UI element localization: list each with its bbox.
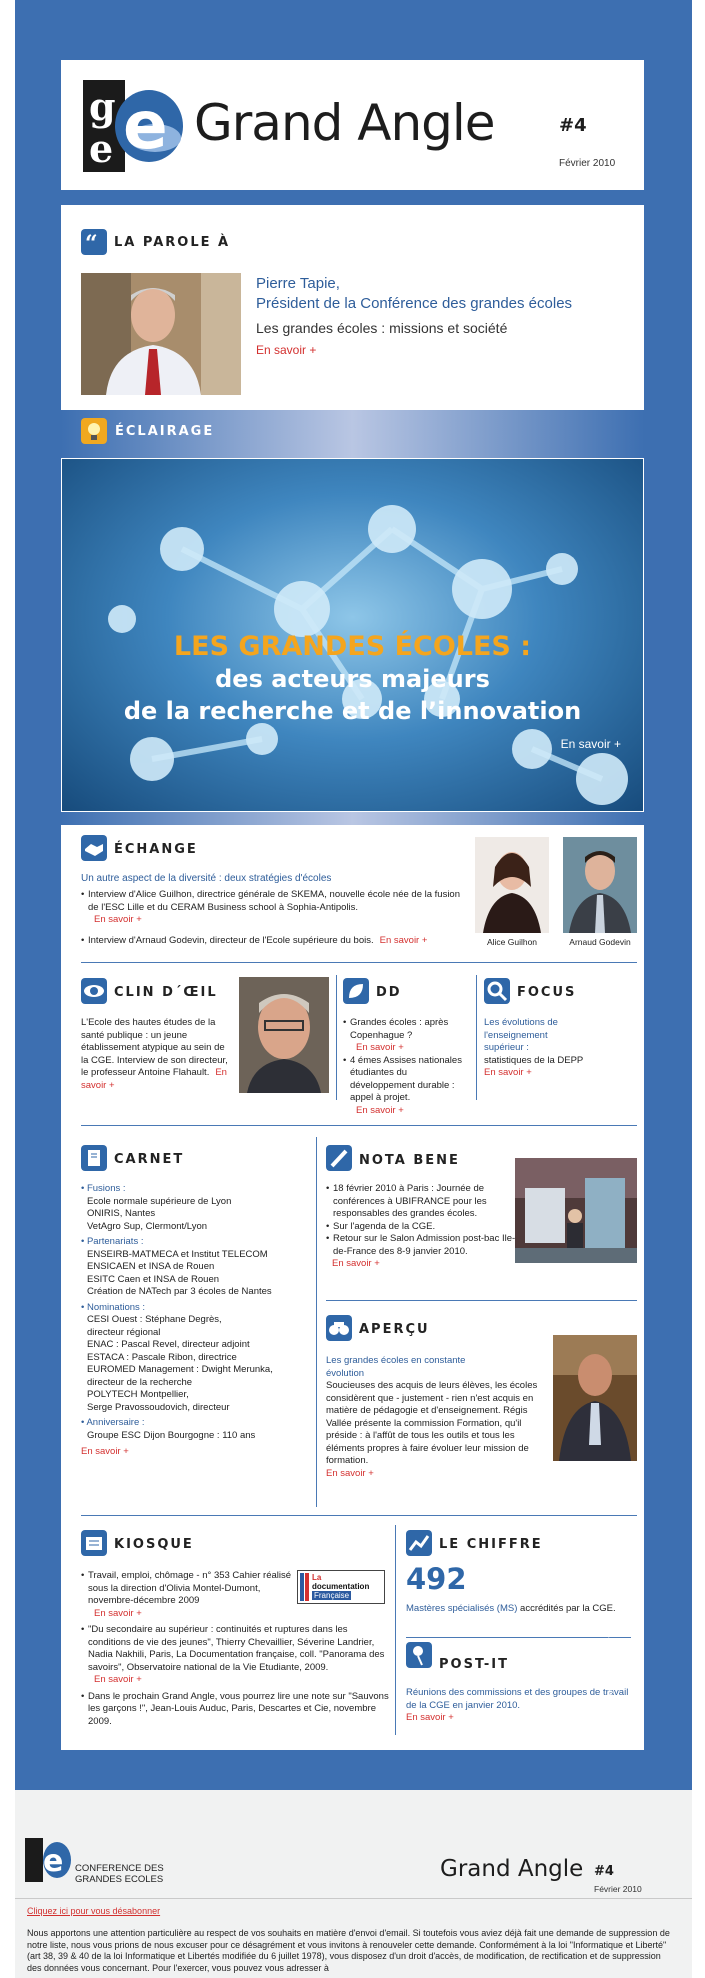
agency-credit[interactable]: www.quatrebis.fr (605, 1637, 615, 1700)
section-title: NOTA BENE (359, 1153, 460, 1168)
apercu-text (326, 1355, 546, 1480)
kiosque-item1-more-link[interactable]: En savoir + (94, 1607, 142, 1619)
list-item: ENSEIRB-MATMECA et Institut TELECOM (87, 1248, 268, 1260)
list-item: • Interview d'Arnaud Godevin, directeur de l'Ecole supérieure du bois. En savoir + (81, 935, 466, 948)
masthead-issue: #4 (559, 115, 587, 136)
list-item: Serge Pravossoudovich, directeur (87, 1401, 230, 1413)
list-item: • Interview d'Alice Guilhon, directrice générale de SKEMA, nouvelle école née de la fusion de l'ESC Lille et du CERAM Business school à Sophia-Antipolis. En savoir + (81, 889, 466, 927)
logo-text: documentation (312, 1582, 370, 1591)
apercu-body: Soucieuses des acquis de leurs élèves, les écoles considèrent que - justement - rien n'est acquis en matière de pédagogie et d'enseignement. Régis Vallée présente la commission Formation, qu'il préside : à l'affût de tous les outils et tous les éléments propres à faire évoluer leur mission de formation. (326, 1380, 538, 1466)
chiffre-text (406, 1603, 631, 1616)
list-item: • 4 émes Assises nationales étudiantes du développement durable : appel à projet. En savoir + (343, 1055, 468, 1118)
list-item: directeur régional (87, 1326, 161, 1338)
list-item: Ecole normale supérieure de Lyon (87, 1195, 232, 1207)
list-item: CESI Ouest : Stéphane Degrès, (87, 1314, 222, 1325)
pierre-tapie-photo (81, 273, 241, 395)
section-title: LE CHIFFRE (439, 1537, 543, 1552)
alice-guilhon-caption: Alice Guilhon (486, 937, 538, 947)
chart-icon (406, 1530, 432, 1556)
section-title: LA PAROLE À (114, 235, 231, 250)
nota-more-link[interactable]: En savoir + (332, 1258, 380, 1269)
list-item: • Retour sur le Salon Admission post-bac Ile-de-France des 8-9 janvier 2010. (326, 1233, 516, 1258)
clin-more-link[interactable]: En savoir + (81, 1067, 227, 1091)
nota-list (326, 1183, 516, 1271)
eye-icon (81, 978, 107, 1004)
arnaud-godevin-caption: Arnaud Godevin (569, 937, 631, 947)
footer-legal: Nous apportons une attention particulière au respect de vos souhaits en matière d'envoi d'email. Si toutefois vous aviez déjà fait une demande de suppression de notre liste, nous vous prions de nous excuser pour ce désagrément et vous invitons à renouveler cette demande. Conformément à la loi "Informatique et Liberté" (art 38, 39 & 40 de la loi Informatique et Libertés modifiée du 6 juillet 1978), vous disposez d'un droit d'accès, de modification, de rectification et de suppression des données vous concernant. Pour l'exercer, vous pouvez vous adresser à (27, 1928, 670, 1973)
divider (81, 962, 637, 963)
section-title: CLIN D´ŒIL (114, 985, 218, 1000)
postit-more-link[interactable]: En savoir + (406, 1712, 454, 1723)
chiffre-number: 492 (406, 1562, 467, 1596)
postit-text (406, 1687, 631, 1725)
echange-item1-more-link[interactable]: En savoir + (94, 914, 142, 925)
footer-org-line2: GRANDES ECOLES (75, 1874, 164, 1885)
focus-text (484, 1017, 634, 1080)
notebook-icon (81, 1145, 107, 1171)
section-title: APERÇU (359, 1322, 430, 1337)
carnet-list (81, 1183, 311, 1459)
footer-issue: #4 (594, 1864, 614, 1879)
list-item: ONIRIS, Nantes (87, 1208, 156, 1219)
antoine-flahault-photo (239, 977, 329, 1093)
divider (476, 975, 477, 1100)
divider (406, 1637, 631, 1638)
svg-text:e: e (89, 126, 114, 171)
parole-section (61, 205, 644, 410)
kiosque-item2-more-link[interactable]: En savoir + (94, 1674, 142, 1685)
masthead-date: Février 2010 (559, 158, 616, 169)
divider (316, 1137, 317, 1507)
focus-text-body: statistiques de la DEPP (484, 1054, 584, 1066)
section-title: ÉCLAIRAGE (115, 424, 215, 439)
divider (336, 975, 337, 1100)
list-item: POLYTECH Montpellier, (87, 1389, 189, 1400)
list-item: • Sur l'agenda de la CGE. (326, 1221, 516, 1234)
dd-item2-more-link[interactable]: En savoir + (356, 1104, 404, 1116)
list-item: EUROMED Management : Dwight Merunka, (87, 1364, 273, 1375)
list-item: • Grandes écoles : après Copenhague ? En savoir + (343, 1017, 468, 1055)
leaf-icon (343, 978, 369, 1004)
logo-text: Française (314, 1591, 350, 1600)
focus-more-link[interactable]: En savoir + (484, 1067, 532, 1078)
content-panel (61, 825, 644, 1750)
newspaper-icon (81, 1530, 107, 1556)
dd-list (343, 1017, 468, 1117)
eclairage-headline-1: LES GRANDES ÉCOLES : (173, 631, 532, 662)
unsubscribe-link[interactable]: Cliquez ici pour vous désabonner (27, 1906, 161, 1916)
list-item: • "Du secondaire au supérieur : continuités et ruptures dans les conditions de vie des jeunes", Thierry Chevaillier, Séverine Landrier, Nadia Nakhili, Paris, La Documentation française, coll. "Panorama des savoirs", Observatoire national de la Vie Etudiante, 2009. En savoir + (81, 1624, 391, 1687)
postit-lead: Réunions des commissions et des groupes de travail de la CGE en janvier 2010. (406, 1687, 629, 1711)
chiffre-body: accrédités par la CGE. (520, 1603, 616, 1614)
section-title: POST-IT (439, 1657, 509, 1672)
echange-lead: Un autre aspect de la diversité : deux stratégies d'écoles (81, 873, 332, 884)
footer-divider (15, 1898, 692, 1899)
parole-person-role: Président de la Conférence des grandes écoles (256, 295, 573, 312)
lightbulb-icon (81, 418, 107, 444)
svg-text:g: g (89, 84, 116, 129)
svg-text:e: e (43, 1844, 64, 1879)
binoculars-icon (326, 1315, 352, 1341)
list-item: Création de NATech par 3 écoles de Nantes (87, 1286, 272, 1297)
list-item: • Travail, emploi, chômage - n° 353 Cahier réalisé sous la direction d'Olivia Montel-Dumont, novembre-décembre 2009 En savoir + (81, 1570, 298, 1620)
handshake-icon (81, 835, 107, 861)
footer (15, 1790, 692, 1978)
eclairage-headline-3: de la recherche et de l’innovation (123, 697, 582, 725)
section-title: CARNET (114, 1152, 185, 1167)
divider (81, 1125, 637, 1126)
apercu-lead: Les grandes écoles en constante évolution (326, 1355, 466, 1379)
parole-more-link[interactable]: En savoir + (256, 343, 317, 357)
apercu-more-link[interactable]: En savoir + (326, 1467, 374, 1479)
divider (81, 1515, 637, 1516)
masthead (61, 60, 644, 190)
divider (326, 1300, 637, 1301)
pen-icon (326, 1145, 352, 1171)
dd-item1-more-link[interactable]: En savoir + (356, 1042, 404, 1053)
section-title: ÉCHANGE (114, 842, 198, 857)
salon-photo (515, 1158, 637, 1263)
section-title: DD (376, 985, 402, 1000)
list-item: • Dans le prochain Grand Angle, vous pourrez lire une note sur "Sauvons les garçons !", Jean-Louis Auduc, Paris, Descartes et Cie, novembre 2009. (81, 1691, 391, 1729)
carnet-nominations-label: • Nominations : (81, 1301, 146, 1313)
svg-text:e: e (123, 87, 168, 164)
footer-title: Grand Angle (440, 1856, 584, 1882)
alice-guilhon-photo (475, 837, 549, 933)
echange-item2-more-link[interactable]: En savoir + (379, 934, 428, 946)
magnifier-icon (484, 978, 510, 1004)
clin-text: L'Ecole des hautes études de la santé publique : un jeune établissement atypique au sein de la CGE. Interview de son directeur, le professeur Antoine Flahault. En savoir + (81, 1017, 228, 1091)
divider (395, 1525, 396, 1735)
footer-date: Février 2010 (594, 1884, 642, 1894)
footer-cge-logo (25, 1838, 71, 1882)
masthead-title: Grand Angle (194, 94, 495, 152)
footer-org-line1: CONFERENCE DES (75, 1863, 164, 1874)
list-item: ESITC Caen et INSA de Rouen (87, 1273, 220, 1285)
eclairage-more-link[interactable]: En savoir + (560, 737, 621, 751)
carnet-anniversaire-label: • Anniversaire : (81, 1417, 145, 1428)
quote-icon (81, 229, 107, 255)
logo-text: La (312, 1573, 322, 1582)
eclairage-banner[interactable] (61, 458, 644, 812)
echange-list (81, 889, 466, 947)
section-title: FOCUS (517, 985, 577, 1000)
svg-text:“: “ (85, 231, 98, 255)
chiffre-lead: Mastères spécialisés (MS) (406, 1603, 518, 1614)
cge-logo (83, 80, 183, 172)
carnet-more-link[interactable]: En savoir + (81, 1446, 129, 1457)
list-item: directeur de la recherche (87, 1376, 193, 1388)
parole-person-name: Pierre Tapie, (256, 275, 340, 292)
list-item: VetAgro Sup, Clermont/Lyon (87, 1220, 208, 1232)
focus-lead: Les évolutions de l'enseignement supérieur : (484, 1017, 558, 1053)
carnet-partenariats-label: • Partenariats : (81, 1236, 144, 1247)
regis-vallee-photo (553, 1335, 637, 1461)
documentation-francaise-logo (297, 1570, 385, 1604)
eclairage-band (61, 410, 644, 825)
carnet-fusions-label: • Fusions : (81, 1183, 126, 1194)
list-item: ENAC : Pascal Revel, directeur adjoint (87, 1339, 250, 1350)
pushpin-icon (406, 1642, 432, 1668)
section-title: KIOSQUE (114, 1537, 194, 1552)
list-item: ENSICAEN et INSA de Rouen (87, 1261, 215, 1272)
arnaud-godevin-photo (563, 837, 637, 933)
list-item: • 18 février 2010 à Paris : Journée de conférences à UBIFRANCE pour les responsables des grandes écoles. (326, 1183, 516, 1221)
list-item: Groupe ESC Dijon Bourgogne : 110 ans (87, 1429, 256, 1441)
list-item: ESTACA : Pascale Ribon, directrice (87, 1351, 237, 1363)
eclairage-headline-2: des acteurs majeurs (215, 665, 490, 693)
parole-subtitle: Les grandes écoles : missions et société (256, 320, 508, 336)
